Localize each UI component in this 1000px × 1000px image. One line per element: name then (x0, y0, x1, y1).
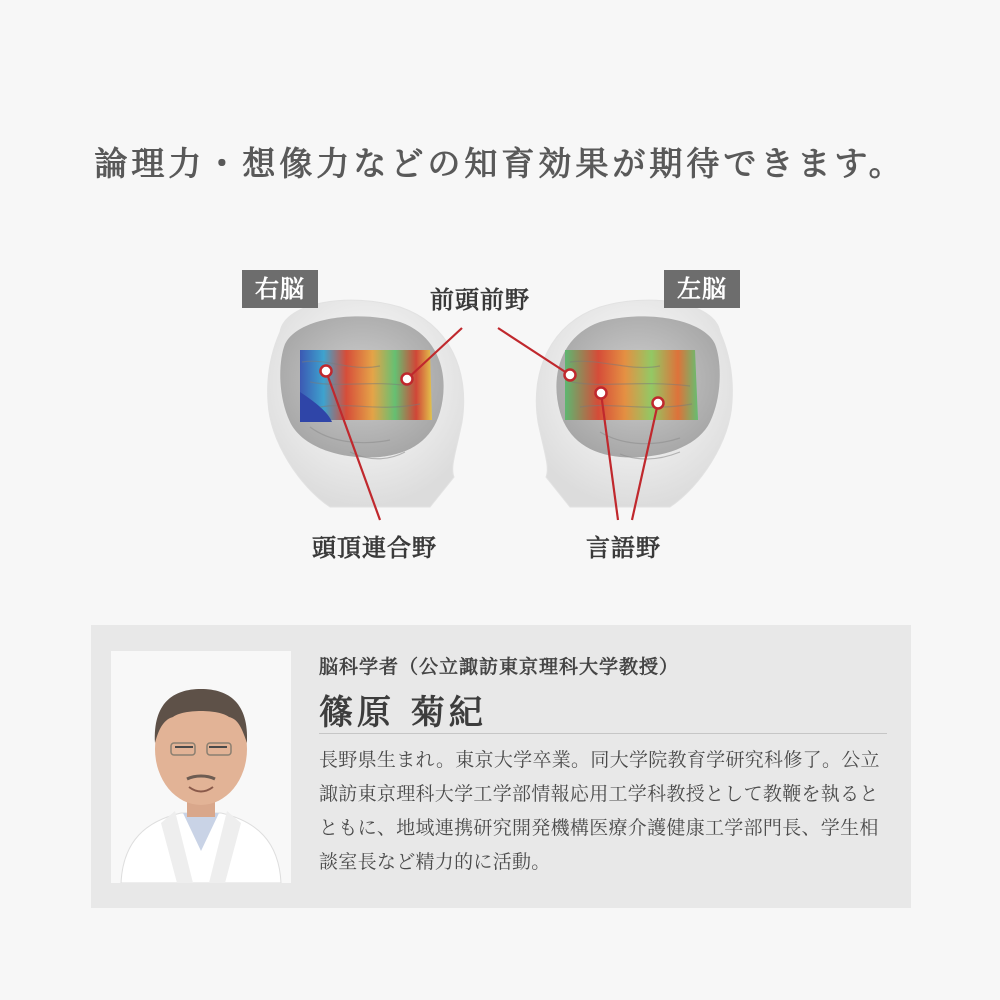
profile-divider (319, 733, 887, 734)
right-brain-tag: 右脳 (242, 270, 318, 308)
headline: 論理力・想像力などの知育効果が期待できます。 (94, 144, 906, 183)
profile-name: 篠原 菊紀 (319, 693, 487, 733)
profile-role: 脳科学者（公立諏訪東京理科大学教授） (319, 656, 680, 678)
label-language: 言語野 (586, 534, 661, 562)
label-prefrontal: 前頭前野 (430, 286, 530, 314)
left-brain-tag: 左脳 (664, 270, 740, 308)
profile-bio: 長野県生まれ。東京大学卒業。同大学院教育学研究科修了。公立諏訪東京理科大学工学部情報応用工学科教授として教鞭を執るとともに、地域連携研究開発機構医療介護健康工学部門長、学生相談室長など精力的に活動。 (319, 749, 880, 873)
label-parietal: 頭頂連合野 (312, 534, 437, 562)
right-brain-head (268, 300, 464, 507)
brain-figure (240, 262, 760, 562)
left-brain-head (536, 300, 732, 507)
portrait-photo (111, 651, 291, 883)
portrait-illustration (111, 651, 291, 883)
profile-card (91, 625, 911, 908)
